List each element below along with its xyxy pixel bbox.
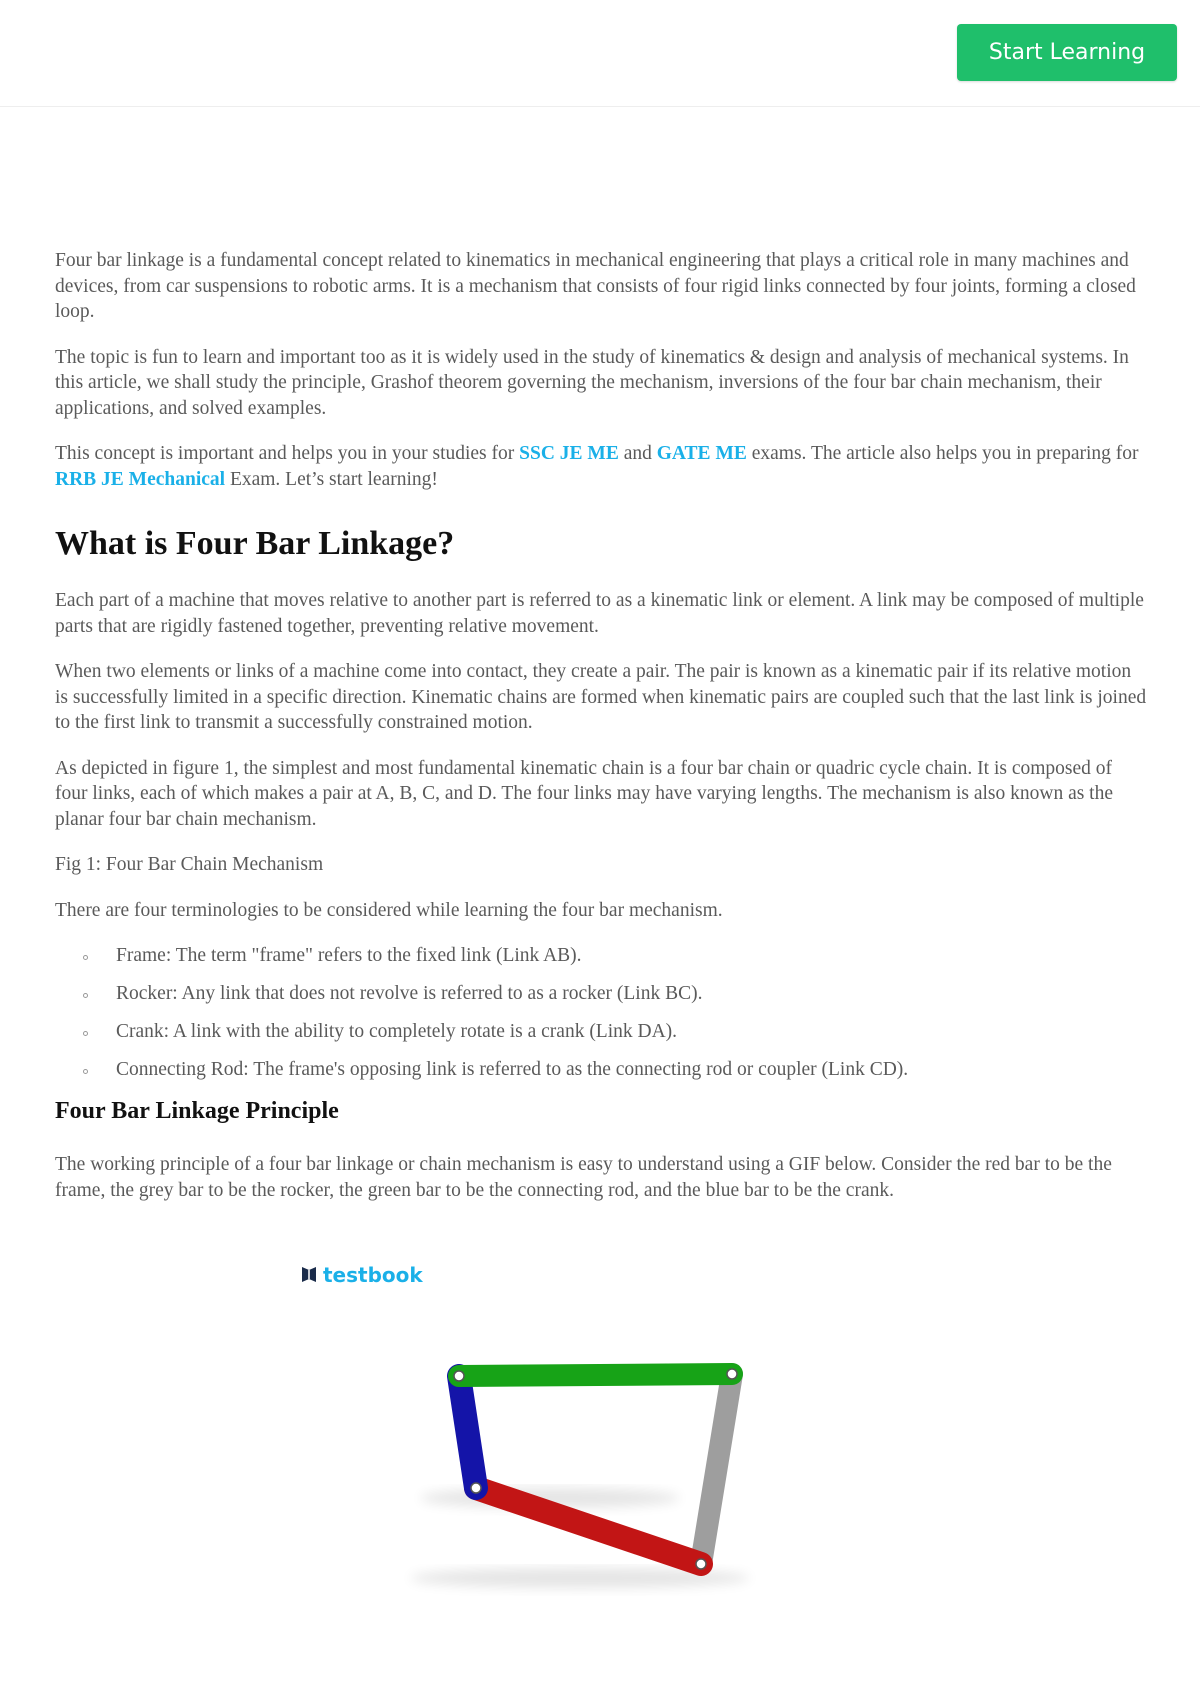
exam-text-4: Exam. Let’s start learning! (225, 468, 438, 490)
body-paragraph-1: Each part of a machine that moves relative to another part is referred to as a kinematic link or element. A link may be composed of multiple parts that are rigidly fastened together, preventing relative movement. (55, 590, 1144, 637)
joint-a (471, 1483, 481, 1493)
joint-d (454, 1371, 464, 1381)
gate-me-link[interactable]: GATE ME (656, 443, 747, 464)
term-connecting-rod: Connecting Rod: The frame's opposing link is referred to as the connecting rod or coupler (Link CD). (116, 1059, 909, 1080)
crank-bar (459, 1376, 476, 1488)
list-item (83, 1057, 1147, 1082)
body-paragraph-2: When two elements or links of a machine come into contact, they create a pair. The pair is known as a kinematic pair if its relative motion is successfully limited in a specific direction. Kinematic chains are formed when kinematic pairs are coupled such that the last link is joined to the first link to transmit a successfully constrained motion. (55, 661, 1147, 733)
linkage-drawing (300, 1258, 900, 1696)
bullet-icon (83, 1069, 88, 1074)
bullet-icon (83, 955, 88, 960)
connecting-rod-bar (459, 1374, 732, 1376)
bullet-icon (83, 1031, 88, 1036)
ssc-je-me-link[interactable]: SSC JE ME (519, 443, 619, 464)
heading-what-is-four-bar-linkage: What is Four Bar Linkage? (55, 525, 455, 562)
principle-paragraph: The working principle of a four bar linkage or chain mechanism is easy to understand using a GIF below. Consider the red bar to be the frame, the grey bar to be the rocker, the green bar to be the connecting rod, and the blue bar to be the crank. (55, 1154, 1112, 1201)
start-learning-button[interactable]: Start Learning (957, 24, 1177, 81)
term-frame: Frame: The term "frame" refers to the fixed link (Link AB). (116, 945, 582, 966)
joint-c (727, 1369, 737, 1379)
top-bar (0, 0, 1200, 107)
list-item (83, 981, 1147, 1006)
testbook-logo-text: testbook (323, 1263, 423, 1287)
term-rocker: Rocker: Any link that does not revolve is referred to as a rocker (Link BC). (116, 983, 703, 1004)
article-body (55, 248, 1147, 1223)
exam-paragraph (55, 441, 1147, 492)
term-crank: Crank: A link with the ability to completely rotate is a crank (Link DA). (116, 1021, 678, 1042)
four-bar-linkage-figure (300, 1258, 900, 1696)
joint-b (696, 1559, 706, 1569)
exam-text-1: This concept is important and helps you in your studies for (55, 443, 520, 464)
terms-list (83, 943, 1147, 1082)
rocker-bar (701, 1374, 732, 1564)
body-paragraph-3: As depicted in figure 1, the simplest and most fundamental kinematic chain is a four bar chain or quadric cycle chain. It is composed of four links, each of which makes a pair at A, B, C, and D. The four links may have varying lengths. The mechanism is also known as the planar four bar chain mechanism. (55, 757, 1114, 830)
list-item (83, 943, 1147, 968)
exam-text-3: exams. The article also helps you in preparing for (746, 443, 1139, 464)
figure-caption: Fig 1: Four Bar Chain Mechanism (55, 854, 324, 875)
bullet-icon (83, 993, 88, 998)
intro-paragraph-2: The topic is fun to learn and important too as it is widely used in the study of kinematics & design and analysis of mechanical systems. In this article, we shall study the principle, Grashof theorem governing the mechanism, inversions of the four bar chain mechanism, their applications, and solved examples. (55, 346, 1129, 419)
list-item (83, 1019, 1147, 1044)
terms-intro: There are four terminologies to be considered while learning the four bar mechanism. (55, 899, 723, 921)
exam-text-2: and (618, 443, 657, 464)
intro-paragraph-1: Four bar linkage is a fundamental concept related to kinematics in mechanical engineering that plays a critical role in many machines and devices, from car suspensions to robotic arms. It is a mechanism that consists of four rigid links connected by four joints, forming a closed loop. (55, 250, 1136, 322)
heading-four-bar-linkage-principle: Four Bar Linkage Principle (55, 1098, 339, 1124)
rrb-je-mechanical-link[interactable]: RRB JE Mechanical (55, 468, 226, 490)
